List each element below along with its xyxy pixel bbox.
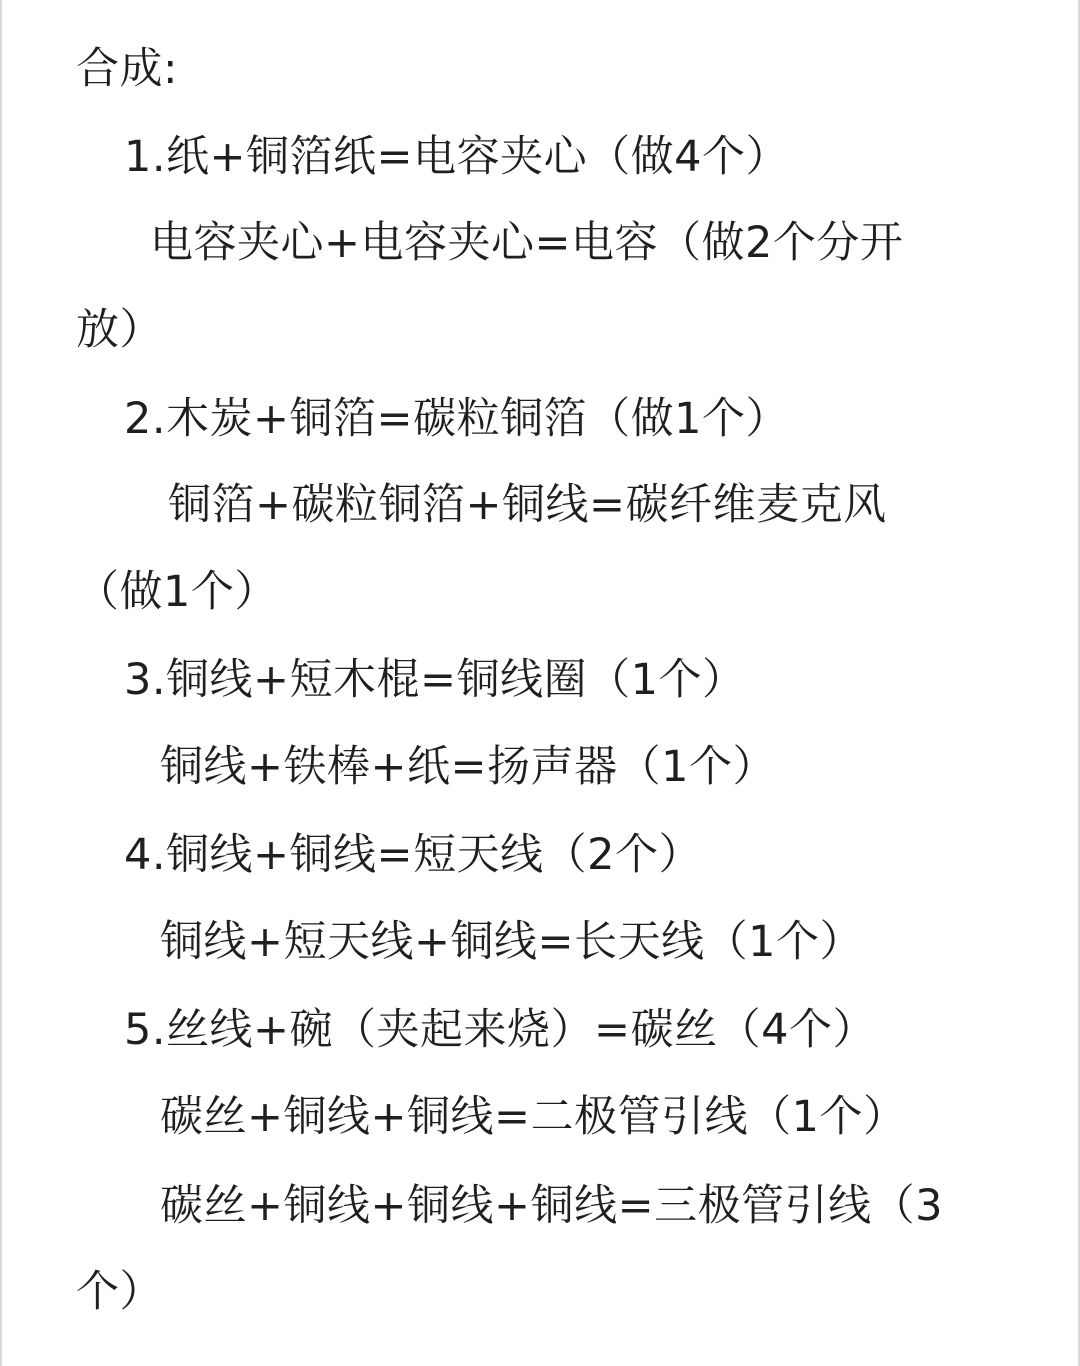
recipe-line-7: 3.铜线+短木棍=铜线圈（1个）	[124, 655, 746, 705]
recipe-line-5: 铜箔+碳粒铜箔+铜线=碳纤维麦克风	[168, 480, 887, 530]
recipe-line-4: 2.木炭+铜箔=碳粒铜箔（做1个）	[124, 394, 789, 444]
recipe-line-6: （做1个）	[76, 567, 278, 617]
recipe-line-8: 铜线+铁棒+纸=扬声器（1个）	[160, 742, 776, 792]
recipe-line-3: 放）	[76, 305, 163, 355]
recipe-line-14: 个）	[76, 1267, 163, 1317]
recipe-line-10: 铜线+短天线+铜线=长天线（1个）	[160, 917, 863, 967]
recipe-line-2: 电容夹心+电容夹心=电容（做2个分开	[150, 218, 904, 268]
recipe-line-13: 碳丝+铜线+铜线+铜线=三极管引线（3	[160, 1181, 943, 1231]
recipe-line-1: 1.纸+铜箔纸=电容夹心（做4个）	[124, 132, 789, 182]
document-heading: 合成:	[76, 44, 178, 94]
recipe-line-12: 碳丝+铜线+铜线=二极管引线（1个）	[160, 1092, 907, 1142]
recipe-line-11: 5.丝线+碗（夹起来烧）=碳丝（4个）	[124, 1005, 876, 1055]
recipe-line-9: 4.铜线+铜线=短天线（2个）	[124, 830, 702, 880]
